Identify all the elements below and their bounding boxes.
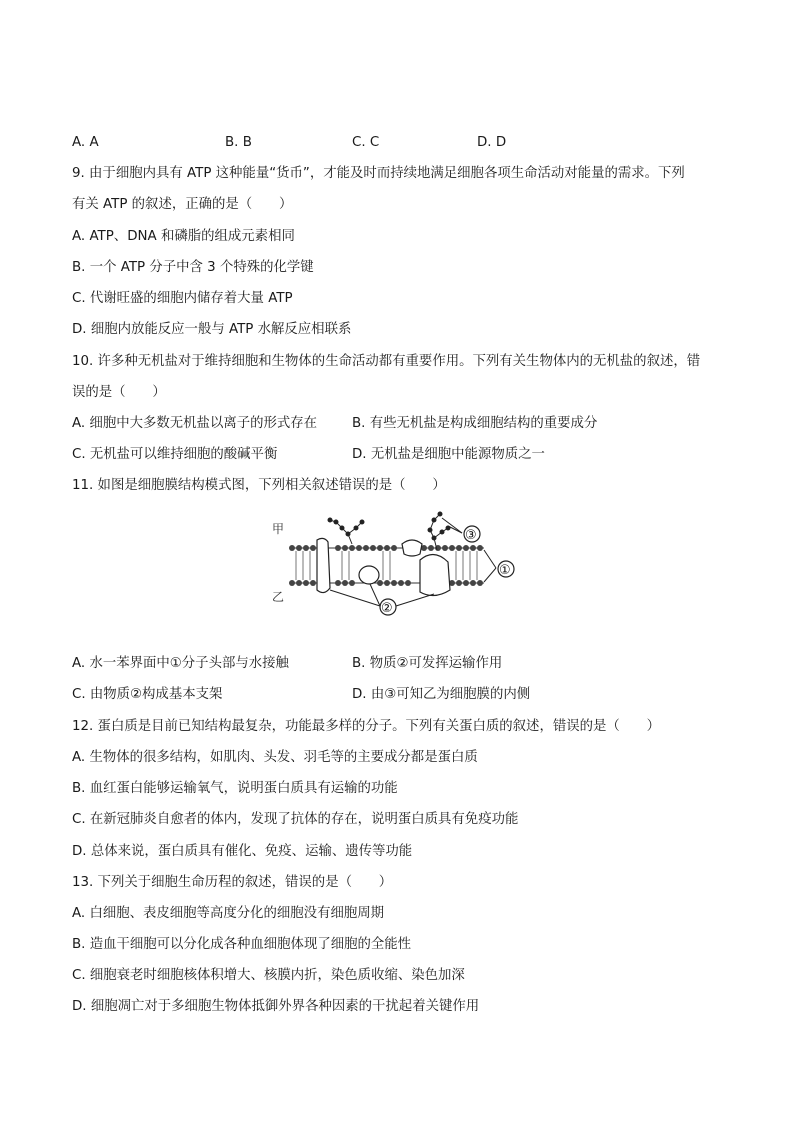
q9-option-d: D. 细胞内放能反应一般与 ATP 水解反应相联系: [72, 322, 352, 337]
q8-options: [72, 134, 732, 152]
q12-option-b: B. 血红蛋白能够运输氧气，说明蛋白质具有运输的功能: [72, 781, 398, 796]
q11-option-d: D. 由③可知乙为细胞膜的内侧: [352, 687, 531, 702]
q12-option-c: C. 在新冠肺炎自愈者的体内，发现了抗体的存在，说明蛋白质具有免疫功能: [72, 812, 519, 827]
q9-option-b: B. 一个 ATP 分子中含 3 个特殊的化学键: [72, 260, 314, 275]
membrane-svg: [262, 508, 532, 618]
q13-option-c: C. 细胞衰老时细胞核体积增大、核膜内折，染色质收缩、染色加深: [72, 968, 465, 983]
q13-option-d: D. 细胞凋亡对于多细胞生物体抵御外界各种因素的干扰起着关键作用: [72, 999, 480, 1014]
q9-stem-line1: 9. 由于细胞内具有 ATP 这种能量“货币”，才能及时而持续地满足细胞各项生命活动对能量的需求。下列: [72, 166, 685, 181]
q9-option-c: C. 代谢旺盛的细胞内储存着大量 ATP: [72, 291, 293, 306]
q11-option-b: B. 物质②可发挥运输作用: [352, 656, 503, 671]
q10-option-a: A. 细胞中大多数无机盐以离子的形式存在: [72, 416, 318, 431]
protein-embedded-small: [359, 566, 379, 584]
q10-options-row1: [72, 415, 732, 433]
transmembrane-protein-left: [317, 538, 330, 592]
protein-top-middle: [402, 540, 422, 556]
figure-label-bottom: 乙: [272, 590, 285, 604]
q12-option-a: A. 生物体的很多结构，如肌肉、头发、羽毛等的主要成分都是蛋白质: [72, 750, 478, 765]
q10-stem-line1: 10. 许多种无机盐对于维持细胞和生物体的生命活动都有重要作用。下列有关生物体内的无机盐的叙述，错: [72, 354, 701, 369]
q8-option-c: C. C: [352, 135, 380, 150]
q10-option-b: B. 有些无机盐是构成细胞结构的重要成分: [352, 416, 598, 431]
figure-label-top: 甲: [272, 522, 285, 536]
sugar-chains: [328, 512, 450, 550]
q9-option-a: A. ATP、DNA 和磷脂的组成元素相同: [72, 229, 295, 244]
q8-option-b: B. B: [225, 135, 252, 150]
q9-stem-line2: 有关 ATP 的叙述，正确的是（ ）: [72, 197, 293, 212]
q12-stem-line1: 12. 蛋白质是目前已知结构最复杂，功能最多样的分子。下列有关蛋白质的叙述，错误的是（ ）: [72, 719, 660, 734]
q10-options-row2: [72, 446, 732, 464]
q12-option-d: D. 总体来说，蛋白质具有催化、免疫、运输、遗传等功能: [72, 844, 413, 859]
q8-option-d: D. D: [477, 135, 507, 150]
marker-1: ①: [499, 563, 511, 578]
q13-option-b: B. 造血干细胞可以分化成各种血细胞体现了细胞的全能性: [72, 937, 412, 952]
q11-option-c: C. 由物质②构成基本支架: [72, 687, 223, 702]
marker-3: ③: [465, 528, 477, 543]
q11-option-a: A. 水一苯界面中①分子头部与水接触: [72, 656, 289, 671]
q11-stem-line1: 11. 如图是细胞膜结构模式图，下列相关叙述错误的是（ ）: [72, 478, 446, 493]
cell-membrane-diagram: [262, 508, 532, 618]
q10-stem-line2: 误的是（ ）: [72, 385, 166, 400]
q10-option-d: D. 无机盐是细胞中能源物质之一: [352, 447, 545, 462]
q11-options-row1: [72, 655, 732, 673]
q8-option-a: A. A: [72, 135, 99, 150]
marker-2: ②: [381, 601, 393, 616]
q13-option-a: A. 白细胞、表皮细胞等高度分化的细胞没有细胞周期: [72, 906, 385, 921]
q11-options-row2: [72, 686, 732, 704]
q10-option-c: C. 无机盐可以维持细胞的酸碱平衡: [72, 447, 278, 462]
q13-stem-line1: 13. 下列关于细胞生命历程的叙述，错误的是（ ）: [72, 875, 393, 890]
transmembrane-protein-right: [420, 554, 450, 595]
